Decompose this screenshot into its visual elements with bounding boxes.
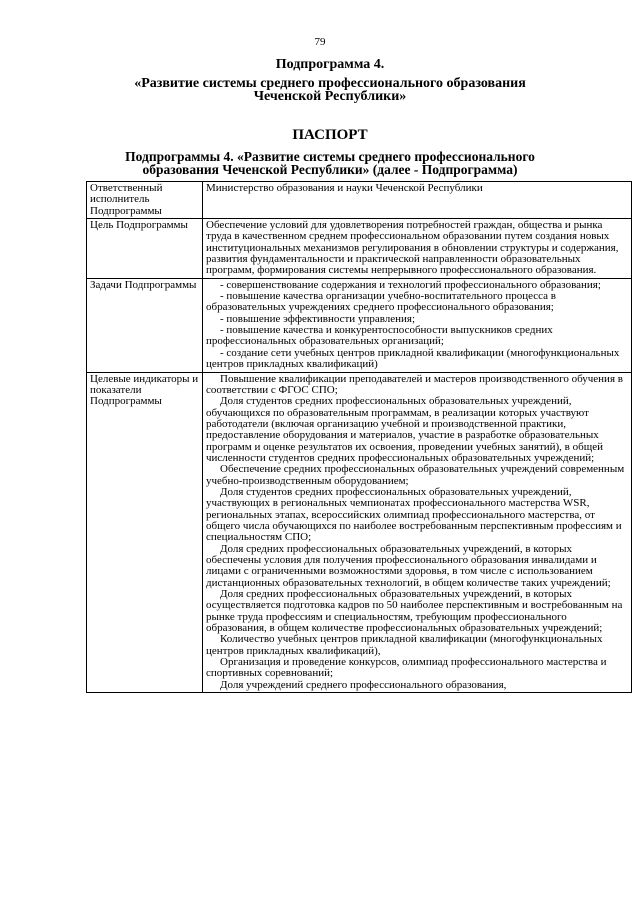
task-item: - повышение эффективности управления; — [220, 312, 416, 325]
subprogram-title-line1: «Развитие системы среднего профессионального образования — [134, 76, 526, 91]
indicator-item: Доля студентов средних профессиональных образовательных учреждений, обучающихся по образовательным программам, в реализации которых участвуют работодатели (включая организацию учебной и производственной практики, предоставление оборудования и материалов, участие в разработке образовательных программ и оценке результатов их освоения, проведении учебных занятий), в общей численности студентов средних профессиональных образовательных учреждений; — [206, 395, 603, 464]
passport-subtitle — [60, 150, 600, 176]
passport-subtitle-line2: образования Чеченской Республики» (далее - Подпрограмма) — [142, 162, 518, 177]
indicator-item: Количество учебных центров прикладной квалификации (многофункциональных центров прикладных квалификаций), — [206, 633, 603, 657]
row-content — [203, 182, 632, 219]
row-paragraph: Министерство образования и науки Чеченской Республики — [206, 182, 483, 194]
subprogram-title-line2: Чеченской Республики» — [253, 89, 407, 104]
indicator-item: Доля средних профессиональных образовательных учреждений, в которых обеспечены условия для получения профессионального образования инвалидами и лицами с ограниченными возможностями здоровья, в том числе с использованием дистанционных образовательных технологий, в общем количестве таких учреждений; — [206, 542, 611, 589]
indicator-item: Доля учреждений среднего профессионального образования, — [220, 678, 507, 691]
row-content — [203, 278, 632, 372]
row-label: Задачи Подпрограммы — [87, 278, 203, 372]
table-row-tasks — [87, 278, 632, 372]
indicator-item: Повышение квалификации преподавателей и мастеров производственного обучения в соответствии с ФГОС СПО; — [206, 372, 623, 396]
passport-subtitle-line1: Подпрограммы 4. «Развитие системы среднего профессионального — [125, 149, 535, 164]
task-item: - повышение качества организации учебно-воспитательного процесса в образовательных учреждениях среднего профессионального образования; — [206, 290, 556, 314]
row-paragraph: Обеспечение условий для удовлетворения потребностей граждан, общества и рынка труда в качественном среднем профессиональном образовании путем создания новых институциональных механизмов регулирования в обновлении структуры и содержания, развития фундаментальности и практической направленности образовательных программ, формирования системы непрерывного профессионального образования. — [206, 219, 619, 277]
passport-title: ПАСПОРТ — [292, 127, 368, 143]
row-content — [203, 219, 632, 279]
subprogram-heading: Подпрограмма 4. — [275, 57, 385, 72]
task-item: - совершенствование содержания и технологий профессионального образования; — [220, 278, 601, 291]
table-row-executor — [87, 182, 632, 219]
passport-table — [86, 181, 632, 693]
task-item: - повышение качества и конкурентоспособности выпускников средних профессиональных образовательных организаций; — [206, 324, 553, 348]
row-content — [203, 372, 632, 693]
row-label: Цель Подпрограммы — [87, 219, 203, 279]
page-number: 79 — [314, 36, 326, 48]
task-item: - создание сети учебных центров прикладной квалификации (многофункциональных центров прикладных квалификаций) — [206, 346, 620, 371]
subprogram-title — [60, 77, 600, 103]
table-row-indicators — [87, 372, 632, 693]
indicator-item: Доля студентов средних профессиональных образовательных учреждений, участвующих в региональных чемпионатах профессионального мастерства WSR, региональных этапах, всероссийских олимпиад профессионального мастерства, от общего числа обучающихся по наиболее востребованным перспективным профессиям и специальностям СПО; — [206, 485, 622, 544]
indicator-item: Организация и проведение конкурсов, олимпиад профессионального мастерства и спортивных соревнований; — [206, 656, 607, 680]
indicator-item: Доля средних профессиональных образовательных учреждений, в которых осуществляется подготовка кадров по 50 наиболее перспективным и востребованным на рынке труда профессиям и специальностям, требующим профессионального образования, в общем количестве профессиональных образовательных учреждений; — [206, 588, 623, 635]
row-label: Целевые индикаторы и показатели Подпрограммы — [87, 372, 203, 693]
table-row-goal — [87, 219, 632, 279]
row-label: Ответственный исполнитель Подпрограммы — [87, 182, 203, 219]
indicator-item: Обеспечение средних профессиональных образовательных учреждений современным учебно-производственным оборудованием; — [206, 463, 625, 487]
